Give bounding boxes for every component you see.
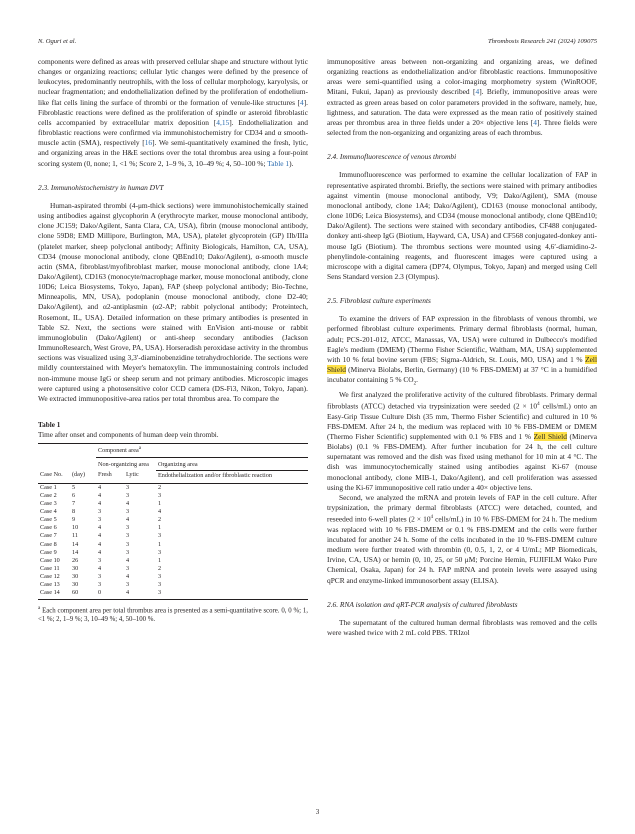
table-cell: 4 (158, 508, 162, 516)
section-heading-2-4: 2.4. Immunofluorescence of venous thrombi (327, 152, 457, 162)
table-row (38, 483, 308, 492)
table-header-nonorg: Non-organizing area (98, 460, 149, 468)
table-cell: 3 (156, 589, 308, 600)
table-cell: Case 9 (40, 548, 57, 556)
table-cell: Case 10 (40, 556, 60, 564)
table-row (38, 524, 308, 532)
table-row (38, 532, 308, 540)
table-cell: 9 (72, 516, 76, 524)
left-column (38, 57, 308, 624)
table-1 (38, 443, 308, 600)
citation-link[interactable]: 4 (299, 97, 304, 107)
paragraph-rna-isolation: The supernatant of the cultured human dermal fibroblasts was removed and the cells were washed twice with 2 mL cold PBS. TRIzol (327, 617, 597, 638)
table-cell: 2 (158, 483, 162, 491)
table-cell: 3 (158, 548, 162, 556)
table-cell: 26 (72, 556, 79, 564)
table-row (38, 549, 308, 557)
table-cell: 4 (126, 516, 130, 524)
table-header-day: (day) (70, 470, 96, 483)
table-cell: 3 (126, 540, 130, 548)
table-cell: 3 (126, 508, 130, 516)
table-cell: 4 (126, 556, 130, 564)
table-header-case: Case No. (38, 470, 70, 483)
table-cell: 3 (158, 580, 162, 588)
table-cell: Case 14 (38, 589, 70, 600)
table-cell: 3 (126, 524, 130, 532)
table-cell: 3 (126, 491, 130, 499)
table-cell: 0 (96, 589, 124, 600)
paragraph-fibroblast-culture: To examine the drivers of FAP expression in the fibroblasts of venous thrombi, we performed fibroblast culture experiments. Primary dermal fibroblasts (normal, human, adult; PCS-201-012, ATCC, Manassas, VA, USA) were cultured in Dulbecco's modified Eagle's medium (DMEM) (Thermo Fisher Scientific, Waltham, MA, USA) supplemented with 10 % fetal bovine serum (FBS; Sigma-Aldrich, St. Louis, MO, USA) and 1 % Zell Shield (Minerva Biolabs, Berlin, Germany) (10 % FBS-DMEM) at 37 °C in a humidified incubator containing 5 % $CO_2$. (327, 314, 597, 387)
table-title: Time after onset and components of human deep vein thrombi. (38, 431, 219, 440)
table-header-endo: Endothelialization and/or fibroblastic reaction (156, 470, 308, 483)
paragraph-immunohistochemistry: Human-aspirated thrombi (4-μm-thick sections) were immunohistochemically stained using antibodies against glycophorin A (erythrocyte marker, mouse monoclonal antibody, clone JC159; Dako/Agilent, Santa Clara, CA, USA), fibrin (mouse monoclonal antibody, clone 59D8; EMD Millipore, Burlington, MA, USA), platelet glycoprotein (GP) IIb/IIIa (platelet marker, sheep polyclonal antibody; Affinity Biologicals, Hamilton, CA, USA), CD34 (mouse monoclonal antibody, clone QBEnd10; Dako/Agilent), α-smooth muscle actin (SMA, fibroblast/myofibroblast marker, mouse monoclonal antibody, clone 1A4; Dako/Agilent), CD163 (monocyte/macrophage marker, mouse monoclonal antibody, clone 10D6; Leica Biosystems, Tokyo, Japan), FAP (sheep polyclonal antibody; Bio-Techne, Minneapolis, MN, USA), podoplanin (mouse monoclonal antibody, clone D2-40; Dako/Agilent), and α2-antiplasmin (α2-AP; rabbit polyclonal antibody; Proteintech, Rosemont, IL, USA). Detailed information on these primary antibodies is presented in Table S2. Next, the sections were stained with EnVision anti-mouse or rabbit immunoglobulin (Dako/Agilent) or anti-sheep secondary antibodies (Jackson ImmunoResearch, West Grove, PA, USA). Horseradish peroxidase activity in the thrombus sections was visualized using 3,3′-diaminobenzidine tetrahydrochloride. The sections were mildly counterstained with Meyer's hematoxylin. The immunostaining controls included non-immune mouse IgG or sheep serum and not primary antibodies. Microscopic images were captured using a photosensitive color CCD camera (DS-Fi3, Nikon, Tokyo, Japan). We extracted immunopositive-area ratios per total thrombus area. To compare the (38, 200, 308, 403)
section-heading-2-3: 2.3. Immunohistochemistry in human DVT (38, 182, 164, 192)
citation-link[interactable]: 16 (144, 138, 153, 148)
table-cell: 4 (98, 491, 102, 499)
table-cell: 3 (98, 572, 102, 580)
table-cell: Case 2 (40, 491, 57, 499)
table-header-fresh: Fresh (96, 470, 124, 483)
table-link[interactable]: Table 1 (267, 158, 290, 168)
table-row (38, 557, 308, 565)
section-heading-2-6: 2.6. RNA isolation and qRT-PCR analysis of cultured fibroblasts (327, 599, 518, 609)
table-row (38, 573, 308, 581)
paragraph-immunofluorescence: Immunofluorescence was performed to examine the cellular localization of FAP in representative aspirated thrombi. Briefly, the sections were stained with primary antibodies against vimentin (mouse monoclonal antibody, V9; Dako/Agilent), SMA (mouse monoclonal antibody, clone 1A4; Dako/Agilent), CD163 (mouse monoclonal antibody, clone 10D6; Leica Biosystems), and CD34 (mouse monoclonal antibody, clone QBEnd10; Dako/Agilent). The sections were stained with secondary antibodies, CF488 conjugated-donkey anti-sheep IgG (Biotium, Hayward, CA, USA) and CF568 conjugated-donkey anti-mouse IgG (Biotium). The thrombus sections were mounted using 4,6′-diamidino-2-phenylindole-containing reagents, and fluorescent images were captured using a microscope with a digital camera (DP74, Olympus, Tokyo, Japan) and merged using Cell Sens Standard version 2.3 (Olympus). (327, 170, 597, 281)
table-cell: Case 13 (40, 580, 60, 588)
table-cell: 3 (126, 483, 130, 491)
table-cell: 2 (158, 516, 162, 524)
table-cell: 30 (72, 580, 79, 588)
table-cell: 8 (72, 508, 76, 516)
table-cell: 3 (126, 580, 130, 588)
table-cell: 30 (72, 564, 79, 572)
table-cell: 3 (98, 508, 102, 516)
section-heading-2-5: 2.5. Fibroblast culture experiments (327, 296, 431, 306)
page-number: 3 (315, 808, 320, 816)
table-row (38, 581, 308, 589)
table-cell: 4 (98, 564, 102, 572)
table-cell: 3 (98, 580, 102, 588)
table-cell: Case 6 (40, 524, 57, 532)
table-cell: 1 (158, 556, 162, 564)
paragraph-mrna-protein: Second, we analyzed the mRNA and protein levels of FAP in the cell culture. After trypsinization, the primary dermal fibroblasts (ATCC) were detached, counted, and reseeded into 6-well plates ($2 \times 10^4$ cells/mL) in 10 % FBS-DMEM for 24 h. The medium was replaced with 10 % FBS-DMEM or 0.1 % FBS-DMEM and the cells were further incubated for another 24 h. Some of the cells incubated in the 10 %-FBS-DMEM culture medium were further treated with thrombin (0, 0.5, 1, 2, or 4 U/mL; MP Biomedicals, Irvine, CA, USA) or hemin (0, 10, 25, or 50 μM; Porcine Hemin, FUJIFILM Wako Pure Chemical, Osaka, Japan) for 24 h. FAP mRNA and protein levels were assayed using qPCR and enzyme-linked immunosorbent assay (ELISA). (327, 492, 597, 585)
table-cell: Case 3 (40, 500, 57, 508)
table-cell: 3 (126, 548, 130, 556)
table-cell: 3 (158, 532, 162, 540)
table-cell: Case 1 (40, 483, 57, 491)
table-cell: 1 (158, 524, 162, 532)
table-row (38, 500, 308, 508)
table-label: Table 1 (38, 421, 61, 429)
citation-link[interactable]: 4 (475, 87, 480, 97)
table-cell: 5 (72, 483, 76, 491)
table-cell: 4 (126, 500, 130, 508)
table-cell: 3 (98, 556, 102, 564)
citation-link[interactable]: 4,15 (216, 117, 230, 127)
table-header-org: Organizing area (156, 457, 308, 470)
table-row (38, 508, 308, 516)
table-cell: Case 7 (40, 532, 57, 540)
table-cell: 2 (158, 564, 162, 572)
table-row (38, 541, 308, 549)
table-cell: 4 (98, 500, 102, 508)
running-header-authors: N. Oguri et al. (38, 38, 77, 45)
table-row (38, 516, 308, 524)
highlighted-text: Zell Shield (327, 354, 597, 375)
table-cell: Case 12 (40, 572, 60, 580)
table-cell: 4 (98, 483, 102, 491)
running-header-journal: Thrombosis Research 241 (2024) 109075 (487, 38, 597, 45)
table-cell: 14 (72, 548, 79, 556)
table-cell: 6 (72, 491, 76, 499)
table-cell: Case 8 (40, 540, 57, 548)
table-cell: 3 (126, 532, 130, 540)
table-cell: 10 (72, 524, 79, 532)
table-row (38, 492, 308, 500)
table-row (38, 565, 308, 573)
paragraph-immunopositive-areas: immunopositive areas between non-organizing and organizing areas, we defined organizing reactions as endothelialization and/or fibroblastic reactions. Immunopositive areas were semi-quantified using a color-imaging morphometry system (WinROOF, Mitani, Fukui, Japan) as previously described [4]. Briefly, immunopositive areas were extracted as green areas based on color parameters provided in the software, namely, hue, lightness, and saturation. The data were expressed as the mean ratio of positively stained areas per thrombus area in three fields under a 20× objective lens [4]. Three fields were selected from the non-organizing and organizing areas of each thrombus. (327, 57, 597, 138)
table-cell: 3 (158, 491, 162, 499)
table-cell: 60 (70, 589, 96, 600)
table-cell: 11 (72, 532, 78, 540)
table-cell: 3 (126, 564, 130, 572)
table-cell: 4 (126, 572, 130, 580)
table-header-lytic: Lytic (124, 470, 156, 483)
table-cell: 1 (158, 540, 162, 548)
table-caption (38, 420, 308, 440)
paragraph-component-definitions: components were defined as areas with preserved cellular shape and structure without lytic changes or organizing reactions; cellular lytic changes were defined by the presence of leukocytes, predominantly neutrophils, with the loss of cellular morphology, karyolysis, or nuclear fragmentation; and endothelialization defined by the proliferation of endothelium-like flat cells lining the surface of thrombi or the formation of venule-like structures [4]. Fibroblastic reactions were defined as the proliferation of spindle or asteroid fibroblastic cells accompanied by extracellular matrix deposition [4,15]. Endothelialization and fibroblastic reactions were confirmed via immunohistochemistry for CD34 and α smooth-muscle actin (SMA), respectively [16]. We semi-quantitatively examined the fresh, lytic, and organizing areas in the H&E sections over the total thrombus area using a four-point scoring system (0, none; 1, <1 %; Score 2, 1–9 %, 3, 10–49 %; 4, 50–100 %; Table 1). (38, 57, 309, 168)
paragraph-proliferation: We first analyzed the proliferative activity of the cultured fibroblasts. Primary dermal fibroblasts (ATCC) detached via trypsinization were seeded ($2 \times 10^4$ cells/mL) onto an Easy-Grip Tissue Culture Dish (35 mm, Thermo Fisher Scientific) and cultured in 10 % FBS-DMEM. After 24 h, the medium was replaced with 10 % FBS-DMEM or DMEM (Thermo Fisher Scientific) supplemented with 0.1 % FBS and 1 % Zell Shield (Minerva Biolabs) (0.1 % FBS-DMEM). After further incubation for 24 h, the cell culture supernatant was removed and the dish was fixed using methanol for 10 min at 4 °C. The dish was immunocytochemically stained using antibodies against Ki-67 (mouse monoclonal antibody, clone MIB-1, Dako/Agilent), and cell proliferation was assessed using the Ki-67 immunopositive cell ratio under a 40× objective lens. (327, 389, 597, 492)
table-cell: 4 (98, 548, 102, 556)
table-cell: 4 (124, 589, 156, 600)
table-cell: Case 4 (40, 508, 57, 516)
table-cell: 14 (72, 540, 79, 548)
table-cell: Case 11 (40, 564, 60, 572)
table-cell: 30 (72, 572, 79, 580)
table-cell: 4 (98, 524, 102, 532)
table-cell: 4 (98, 532, 102, 540)
table-group-header: Component area$^a$ (96, 444, 308, 457)
citation-link[interactable]: 4 (533, 117, 537, 127)
table-cell: 3 (98, 516, 102, 524)
table-cell: Case 5 (40, 516, 57, 524)
table-row (38, 589, 308, 600)
right-column (327, 57, 597, 638)
highlighted-text: Zell Shield (533, 431, 567, 441)
table-cell: 1 (158, 500, 162, 508)
table-cell: 4 (98, 540, 102, 548)
table-cell: 3 (158, 572, 162, 580)
table-footnote: $^a$ Each component area per total thrombus area is presented as a semi-quantitative score. 0, 0 %; 1, <1 %; 2, 1–9 %; 3, 10–49 %; 4, 50–100 %. (38, 606, 308, 624)
table-cell: 7 (72, 500, 76, 508)
